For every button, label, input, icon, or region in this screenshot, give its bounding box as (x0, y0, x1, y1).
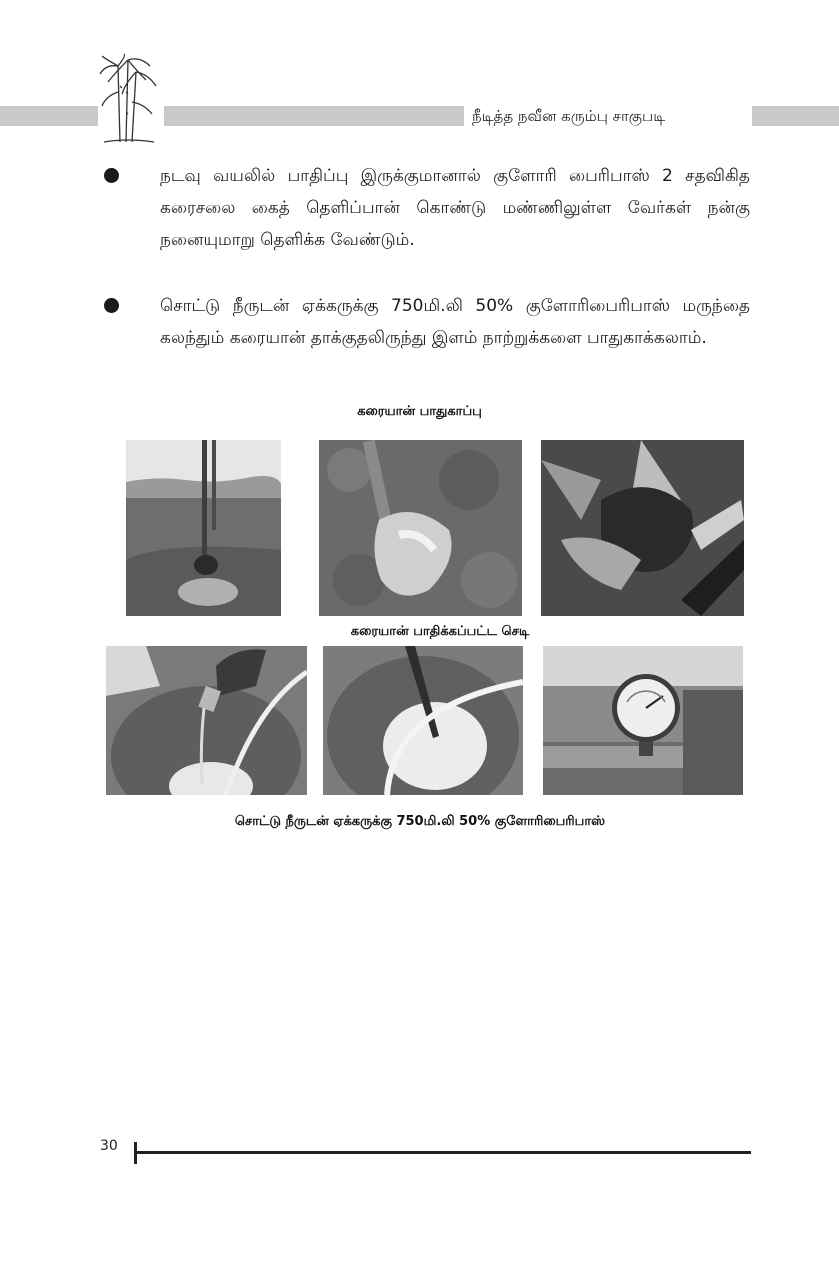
photo-caption-row2: சொட்டு நீருடன் ஏக்கருக்கு 750மி.லி 50% குளோரிபைரிபாஸ் (234, 814, 606, 829)
bullet-item (104, 290, 750, 354)
bullet-icon (104, 168, 119, 183)
section-caption: கரையான் பாதுகாப்பு (357, 404, 482, 419)
header-band-middle (164, 106, 464, 126)
header-band-left (0, 106, 98, 126)
sugarcane-logo-icon (96, 52, 160, 148)
page-number: 30 (100, 1138, 118, 1154)
photo-pouring-chemical (106, 646, 307, 795)
bullet-item (104, 160, 750, 256)
photo-field-seedling (126, 440, 281, 616)
photo-damaged-stem (541, 440, 744, 616)
footer-rule (136, 1151, 751, 1154)
bullet-icon (104, 298, 119, 313)
header-band-right (752, 106, 839, 126)
header-title: நீடித்த நவீன கரும்பு சாகுபடி (472, 107, 666, 125)
bullet-text: சொட்டு நீருடன் ஏக்கருக்கு 750மி.லி 50% குளோரிபைரிபாஸ் மருந்தை கலந்தும் கரையான் தாக்குதலிருந்து இளம் நாற்றுக்களை பாதுகாக்கலாம். (160, 296, 750, 348)
photo-soil-root (319, 440, 522, 616)
photo-pressure-gauge (543, 646, 743, 795)
bullet-text: நடவு வயலில் பாதிப்பு இருக்குமானால் குளோரி பைரிபாஸ் 2 சதவிகித கரைசலை கைத் தெளிப்பான் கொண்டு மண்ணிலுள்ள வேர்கள் நன்கு நனையுமாறு தெளிக்க வேண்டும். (160, 166, 750, 250)
photo-tank-mixing (323, 646, 523, 795)
photo-caption-row1: கரையான் பாதிக்கப்பட்ட செடி (350, 624, 530, 639)
